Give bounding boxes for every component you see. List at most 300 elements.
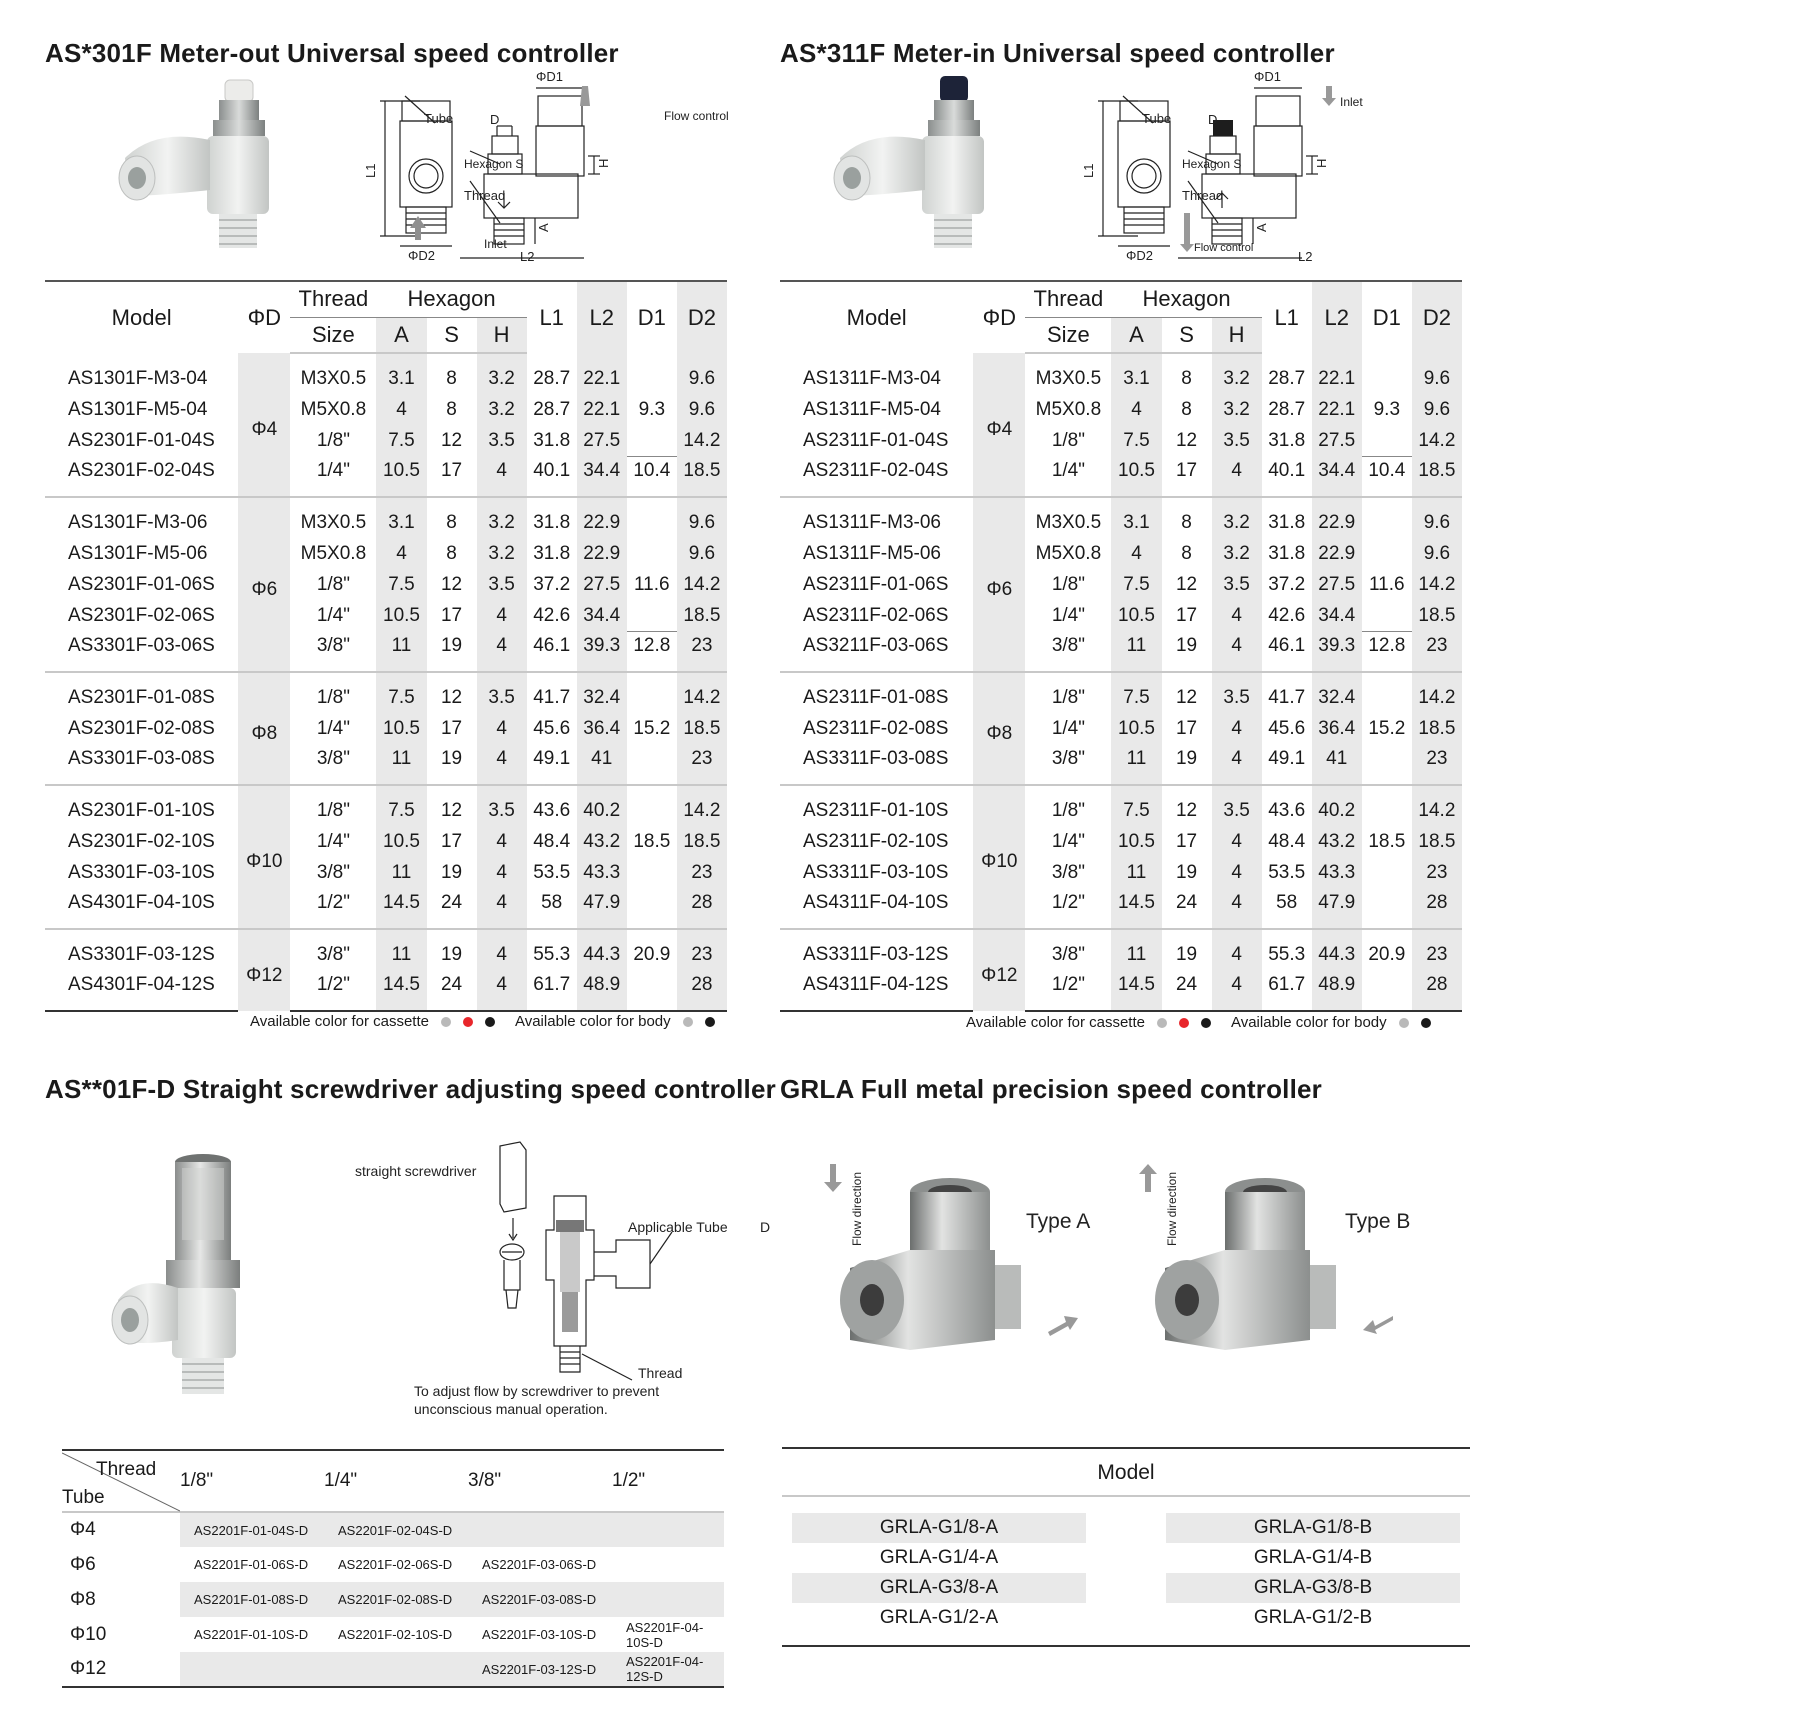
thread-size-cell: 1/4"	[316, 460, 350, 481]
thread-size-cell: 1/8"	[1051, 429, 1085, 451]
hex-h-cell: 4	[1212, 600, 1262, 631]
label-phid1: ΦD1	[1254, 69, 1281, 84]
model-cell	[612, 1547, 724, 1582]
hex-s-cell: 8	[1162, 497, 1212, 538]
d2-cell: 14.2	[1412, 425, 1462, 456]
grla-model-cell: GRLA-G1/2-B	[1253, 1607, 1373, 1628]
hex-h-cell: 3.5	[1212, 569, 1262, 600]
thread-size-cell: 1/8"	[316, 573, 350, 595]
arrow-out-icon	[1048, 1316, 1078, 1336]
model-cell: AS2201F-01-10S-D	[194, 1627, 309, 1642]
l2-cell: 40.2	[577, 785, 627, 826]
table-row	[780, 425, 1462, 456]
thread-size-cell: 3/8"	[316, 748, 350, 769]
d1-cell: 20.9	[1362, 929, 1412, 970]
hex-h-cell: 4	[1212, 888, 1262, 929]
l1-cell: 58	[1276, 892, 1298, 913]
d1-cell	[627, 857, 677, 888]
table-row	[45, 600, 727, 631]
table-row	[62, 1652, 724, 1687]
label-h: H	[596, 158, 611, 168]
thread-size-cell: 1/2"	[1051, 892, 1085, 913]
hex-h-cell: 4	[1212, 826, 1262, 857]
l1-cell: 49.1	[533, 748, 571, 769]
header-thread: Thread	[290, 281, 376, 317]
as01fd-model-table	[62, 1449, 724, 1688]
hex-a-cell: 7.5	[1111, 425, 1161, 456]
section-title-as301f: AS*301F Meter-out Universal speed controller	[45, 38, 619, 68]
black-swatch	[1421, 1018, 1431, 1028]
thread-size-cell: 1/4"	[316, 830, 350, 852]
hex-s-cell: 19	[440, 748, 463, 769]
table-row	[780, 538, 1462, 569]
hex-a-cell: 11	[1111, 631, 1161, 672]
l2-cell: 48.9	[1312, 970, 1362, 1011]
hex-s-cell: 8	[1181, 542, 1192, 564]
note-line-1: To adjust flow by screwdriver to prevent	[414, 1383, 660, 1399]
hex-a-cell: 4	[376, 394, 426, 425]
label-screwdriver: straight screwdriver	[355, 1163, 477, 1179]
table-row	[780, 394, 1462, 425]
arrow-in-icon	[1363, 1316, 1393, 1334]
table-row	[45, 826, 727, 857]
grey-swatch	[1399, 1018, 1409, 1028]
model-cell: AS1311F-M5-04	[803, 398, 941, 420]
l2-cell: 32.4	[1312, 672, 1362, 713]
l2-cell: 41	[1312, 744, 1362, 785]
grla-model-cell: GRLA-G1/4-A	[879, 1547, 999, 1568]
black-swatch	[1201, 1018, 1211, 1028]
table-row	[62, 1582, 724, 1617]
d2-cell: 9.6	[677, 497, 727, 538]
thread-size-cell: 3/8"	[290, 929, 376, 970]
label-l2: L2	[1298, 249, 1313, 264]
d1-cell: 20.9	[627, 929, 677, 970]
d1-cell	[1362, 970, 1412, 1011]
hex-h-cell: 4	[1212, 970, 1262, 1011]
hex-h-cell: 3.5	[477, 785, 527, 826]
thread-size-cell: 1/8"	[290, 785, 376, 826]
body-color-label: Available color for body	[514, 1013, 671, 1030]
d2-cell: 23	[677, 744, 727, 785]
grla-model-cell: GRLA-G1/8-A	[792, 1513, 1086, 1543]
hex-a-cell: 7.5	[1111, 569, 1161, 600]
l1-cell: 46.1	[1268, 635, 1306, 656]
d1-cell	[1362, 744, 1412, 785]
model-cell: AS2301F-02-06S	[68, 604, 215, 626]
arrow-down-icon	[824, 1164, 842, 1192]
d2-cell: 14.2	[1412, 569, 1462, 600]
black-swatch	[705, 1017, 715, 1027]
l1-cell: 31.8	[1268, 542, 1306, 564]
l1-cell: 53.5	[533, 861, 571, 883]
header-thread: Thread	[96, 1459, 157, 1480]
hex-a-cell: 10.5	[376, 600, 426, 631]
header-col-1-2: 1/2"	[612, 1450, 724, 1512]
d1-cell	[1362, 538, 1412, 569]
l1-cell: 40.1	[1268, 460, 1306, 481]
l1-cell: 28.7	[1268, 398, 1306, 420]
grla-model-cell: GRLA-G1/8-B	[1166, 1513, 1460, 1543]
header-s: S	[427, 317, 477, 353]
header-hexagon: Hexagon	[1111, 281, 1261, 317]
hex-s-cell: 19	[440, 635, 463, 656]
l2-cell: 43.2	[1312, 826, 1362, 857]
header-size: Size	[1025, 317, 1111, 353]
label-flow-direction: Flow direction	[1165, 1171, 1179, 1246]
l2-cell: 36.4	[577, 713, 627, 744]
hex-s-cell: 24	[440, 892, 463, 913]
l1-cell: 55.3	[1262, 929, 1312, 970]
d2-cell: 9.6	[1412, 394, 1462, 425]
model-cell: AS4301F-04-12S	[45, 970, 238, 1011]
header-phid: ΦD	[973, 281, 1025, 353]
table-row	[45, 569, 727, 600]
label-phid2: ΦD2	[408, 248, 435, 263]
model-cell	[612, 1582, 724, 1617]
hex-s-cell: 17	[440, 460, 463, 481]
phid-cell: Φ6	[238, 497, 290, 672]
model-cell: AS1311F-M5-06	[803, 542, 941, 564]
thread-size-cell: 1/4"	[1051, 604, 1085, 626]
model-cell	[180, 1652, 324, 1687]
l2-cell: 41	[577, 744, 627, 785]
l2-cell: 43.2	[577, 826, 627, 857]
tube-size-cell: Φ8	[70, 1588, 96, 1610]
l1-cell: 42.6	[533, 604, 571, 626]
header-d2: D2	[677, 281, 727, 353]
table-row	[780, 600, 1462, 631]
l1-cell: 40.1	[533, 460, 571, 481]
d1-cell	[1362, 857, 1412, 888]
table-row	[45, 425, 727, 456]
hex-a-cell: 11	[376, 929, 426, 970]
table-row	[45, 497, 727, 538]
d2-cell: 9.6	[1412, 353, 1462, 394]
model-cell: AS2201F-03-10S-D	[482, 1627, 597, 1642]
hex-s-cell: 12	[1175, 429, 1198, 451]
hex-a-cell: 7.5	[1111, 672, 1161, 713]
d1-cell	[1362, 353, 1412, 394]
hex-s-cell: 12	[440, 429, 463, 451]
thread-size-cell: M3X0.5	[1025, 497, 1111, 538]
hex-a-cell: 4	[1111, 538, 1161, 569]
d2-cell: 23	[677, 631, 727, 672]
hex-h-cell: 4	[477, 600, 527, 631]
model-cell: AS2311F-02-06S	[803, 604, 949, 626]
table-row	[62, 1512, 724, 1547]
hex-a-cell: 11	[376, 744, 426, 785]
label-thread: Thread	[1182, 188, 1224, 203]
table-row	[780, 353, 1462, 394]
hex-s-cell: 8	[1181, 368, 1192, 389]
l2-cell: 27.5	[577, 425, 627, 456]
hex-a-cell: 11	[1111, 857, 1161, 888]
d2-cell: 18.5	[1412, 713, 1462, 744]
d2-cell: 14.2	[677, 785, 727, 826]
hex-h-cell: 4	[477, 631, 527, 672]
table-row	[45, 785, 727, 826]
hex-h-cell: 3.5	[477, 569, 527, 600]
hex-h-cell: 3.5	[1212, 785, 1262, 826]
phid-cell: Φ10	[238, 785, 290, 929]
l1-cell: 31.8	[527, 497, 577, 538]
l2-cell: 43.3	[1312, 857, 1362, 888]
d1-cell: 9.3	[1373, 398, 1401, 420]
label-tube: Tube	[1142, 111, 1172, 126]
label-phid2: ΦD2	[1126, 248, 1153, 263]
model-cell: AS3311F-03-12S	[780, 929, 973, 970]
table-row	[45, 929, 727, 970]
d2-cell: 18.5	[677, 456, 727, 497]
phid-cell: Φ8	[238, 672, 290, 785]
hex-h-cell: 4	[477, 744, 527, 785]
hex-a-cell: 4	[376, 538, 426, 569]
diagonal-header-cell	[62, 1450, 180, 1512]
section-title-as311f: AS*311F Meter-in Universal speed controller	[780, 38, 1335, 68]
model-cell: AS3301F-03-08S	[68, 748, 215, 769]
d2-cell: 14.2	[677, 425, 727, 456]
l2-cell: 48.9	[577, 970, 627, 1011]
grla-model-cell: GRLA-G1/2-A	[879, 1607, 999, 1628]
d2-cell: 9.6	[1412, 538, 1462, 569]
header-l1: L1	[1262, 281, 1312, 353]
d1-cell	[627, 672, 677, 713]
grla-table-bottom-rule	[782, 1645, 1470, 1647]
hex-s-cell: 19	[1162, 929, 1212, 970]
arrow-up-icon	[1139, 1164, 1157, 1192]
model-cell: AS3301F-03-12S	[45, 929, 238, 970]
hex-a-cell: 10.5	[376, 456, 426, 497]
l2-cell: 22.1	[1312, 353, 1362, 394]
hex-a-cell: 11	[1111, 929, 1161, 970]
hex-a-cell: 7.5	[376, 785, 426, 826]
cassette-color-label: Available color for cassette	[250, 1013, 429, 1030]
l1-cell: 42.6	[1268, 604, 1306, 626]
d1-cell	[627, 744, 677, 785]
hex-a-cell: 10.5	[376, 713, 426, 744]
hex-h-cell: 3.2	[477, 353, 527, 394]
d1-cell: 15.2	[1368, 717, 1406, 739]
header-phid: ΦD	[238, 281, 290, 353]
l2-cell: 34.4	[577, 600, 627, 631]
l2-cell: 44.3	[577, 929, 627, 970]
label-thread: Thread	[638, 1365, 683, 1381]
table-row	[45, 857, 727, 888]
model-cell: AS1301F-M3-04	[68, 367, 208, 389]
d2-cell: 28	[677, 970, 727, 1011]
d1-cell: 12.8	[633, 635, 671, 657]
hex-a-cell: 7.5	[376, 569, 426, 600]
l2-cell: 27.5	[577, 569, 627, 600]
table-row	[62, 1547, 724, 1582]
d2-cell: 18.5	[1412, 600, 1462, 631]
label-h: H	[1314, 158, 1329, 168]
l1-cell: 55.3	[527, 929, 577, 970]
thread-size-cell: 1/4"	[316, 604, 350, 626]
thread-size-cell: 1/2"	[1025, 970, 1111, 1011]
hex-s-cell: 19	[427, 929, 477, 970]
hex-a-cell: 11	[376, 857, 426, 888]
thread-size-cell: 1/2"	[290, 970, 376, 1011]
hex-s-cell: 17	[1175, 717, 1198, 739]
model-cell: AS3211F-03-06S	[803, 635, 949, 656]
thread-size-cell: 1/8"	[1051, 573, 1085, 595]
thread-size-cell: 1/8"	[290, 672, 376, 713]
thread-size-cell: 1/8"	[316, 429, 350, 451]
hex-s-cell: 12	[427, 785, 477, 826]
hex-a-cell: 14.5	[1111, 888, 1161, 929]
thread-size-cell: 3/8"	[316, 635, 350, 656]
thread-size-cell: 1/4"	[1051, 460, 1085, 481]
label-inlet: Inlet	[1340, 95, 1363, 109]
as301f-color-availability	[250, 1013, 715, 1030]
label-flow-control: Flow control	[664, 109, 729, 123]
hex-s-cell: 24	[427, 970, 477, 1011]
model-cell: AS3301F-03-06S	[68, 635, 215, 656]
d2-cell: 14.2	[1412, 785, 1462, 826]
l2-cell: 34.4	[577, 456, 627, 497]
cassette-color-label: Available color for cassette	[966, 1014, 1145, 1031]
hex-s-cell: 17	[440, 604, 463, 626]
thread-size-cell: 1/4"	[316, 717, 350, 739]
header-size: Size	[290, 317, 376, 353]
table-row	[780, 713, 1462, 744]
thread-size-cell: 3/8"	[1051, 635, 1085, 656]
model-cell: AS2311F-01-06S	[803, 573, 949, 595]
hex-s-cell: 8	[1181, 398, 1192, 420]
l1-cell: 41.7	[527, 672, 577, 713]
label-d: D	[760, 1219, 771, 1235]
hex-s-cell: 17	[1175, 830, 1198, 852]
hex-a-cell: 4	[1111, 394, 1161, 425]
section-title-as01fd: AS**01F-D Straight screwdriver adjusting speed controller	[45, 1074, 776, 1104]
hex-s-cell: 12	[1175, 573, 1198, 595]
l2-cell: 36.4	[1312, 713, 1362, 744]
model-cell: AS1311F-M3-06	[780, 497, 973, 538]
l1-cell: 31.8	[533, 429, 571, 451]
header-h: H	[477, 317, 527, 353]
thread-size-cell: M5X0.8	[1035, 398, 1102, 420]
d1-cell: 18.5	[1368, 830, 1406, 852]
hex-s-cell: 17	[440, 830, 463, 852]
hex-h-cell: 4	[1212, 857, 1262, 888]
as311f-dimension-drawing	[1078, 68, 1458, 268]
label-a: A	[536, 223, 551, 232]
as311f-product-photo	[830, 72, 1000, 257]
d2-cell: 18.5	[677, 826, 727, 857]
d1-cell: 11.6	[1369, 573, 1405, 595]
d1-cell	[627, 785, 677, 826]
d2-cell: 28	[677, 888, 727, 929]
hex-h-cell: 4	[1212, 631, 1262, 672]
d2-cell: 18.5	[1412, 456, 1462, 497]
hex-h-cell: 4	[1212, 929, 1262, 970]
label-hexagon: Hexagon S	[1182, 157, 1242, 171]
table-row	[780, 970, 1462, 1011]
header-a: A	[1111, 317, 1161, 353]
d1-cell	[627, 888, 677, 929]
l2-cell: 39.3	[577, 631, 627, 672]
d1-cell: 9.3	[638, 398, 666, 420]
d2-cell: 14.2	[1412, 672, 1462, 713]
d1-cell	[1362, 888, 1412, 929]
as311f-spec-table	[780, 280, 1462, 1012]
header-model: Model	[45, 281, 238, 353]
model-cell: AS1301F-M3-06	[45, 497, 238, 538]
hex-h-cell: 4	[1212, 713, 1262, 744]
model-cell: AS2201F-02-10S-D	[338, 1627, 453, 1642]
as311f-color-availability	[966, 1014, 1431, 1031]
l1-cell: 28.7	[533, 367, 571, 389]
l1-cell: 61.7	[527, 970, 577, 1011]
thread-size-cell: 1/4"	[1051, 830, 1085, 852]
table-row	[45, 970, 727, 1011]
hex-h-cell: 4	[477, 857, 527, 888]
header-tube: Tube	[62, 1487, 105, 1508]
hex-h-cell: 3.2	[477, 538, 527, 569]
d1-cell: 10.4	[633, 460, 671, 482]
table-row	[780, 826, 1462, 857]
l1-cell: 31.8	[533, 542, 571, 564]
hex-a-cell: 3.1	[1111, 353, 1161, 394]
model-cell: AS2201F-01-08S-D	[180, 1582, 324, 1617]
model-cell: AS2201F-02-06S-D	[338, 1557, 453, 1572]
header-s: S	[1162, 317, 1212, 353]
l2-cell: 39.3	[1312, 631, 1362, 672]
model-cell: AS2311F-02-10S	[803, 830, 949, 852]
d2-cell: 9.6	[677, 538, 727, 569]
l1-cell: 43.6	[1262, 785, 1312, 826]
hex-a-cell: 10.5	[1111, 456, 1161, 497]
grla-type-b-column	[1166, 1513, 1460, 1633]
model-cell: AS2311F-01-08S	[780, 672, 973, 713]
model-cell: AS3311F-03-08S	[803, 748, 949, 769]
header-thread: Thread	[1025, 281, 1111, 317]
table-row	[780, 569, 1462, 600]
phid-cell: Φ10	[973, 785, 1025, 929]
table-row	[780, 929, 1462, 970]
grey-swatch	[441, 1017, 451, 1027]
model-cell	[468, 1512, 612, 1547]
thread-size-cell: 1/8"	[1025, 785, 1111, 826]
d2-cell: 23	[1412, 929, 1462, 970]
d1-cell: 10.4	[1368, 460, 1406, 482]
l1-cell: 28.7	[1268, 367, 1306, 389]
l1-cell: 37.2	[533, 573, 571, 595]
hex-h-cell: 3.5	[477, 672, 527, 713]
label-d: D	[490, 112, 500, 127]
label-l1: L1	[1081, 163, 1096, 178]
table-row	[780, 672, 1462, 713]
thread-size-cell: 1/8"	[1025, 672, 1111, 713]
l2-cell: 32.4	[577, 672, 627, 713]
model-cell: AS2201F-03-12S-D	[468, 1652, 612, 1687]
model-cell: AS2301F-01-04S	[68, 429, 215, 451]
l1-cell: 61.7	[1262, 970, 1312, 1011]
table-row	[45, 353, 727, 394]
d2-cell: 9.6	[677, 353, 727, 394]
l1-cell: 28.7	[533, 398, 571, 420]
hex-a-cell: 3.1	[376, 353, 426, 394]
hex-h-cell: 3.2	[1212, 538, 1262, 569]
l2-cell: 27.5	[1312, 425, 1362, 456]
hex-h-cell: 3.2	[477, 497, 527, 538]
label-inlet: Inlet	[484, 237, 507, 251]
l2-cell: 22.9	[577, 538, 627, 569]
d1-cell: 11.6	[634, 573, 670, 595]
body-color-label: Available color for body	[1230, 1014, 1387, 1031]
